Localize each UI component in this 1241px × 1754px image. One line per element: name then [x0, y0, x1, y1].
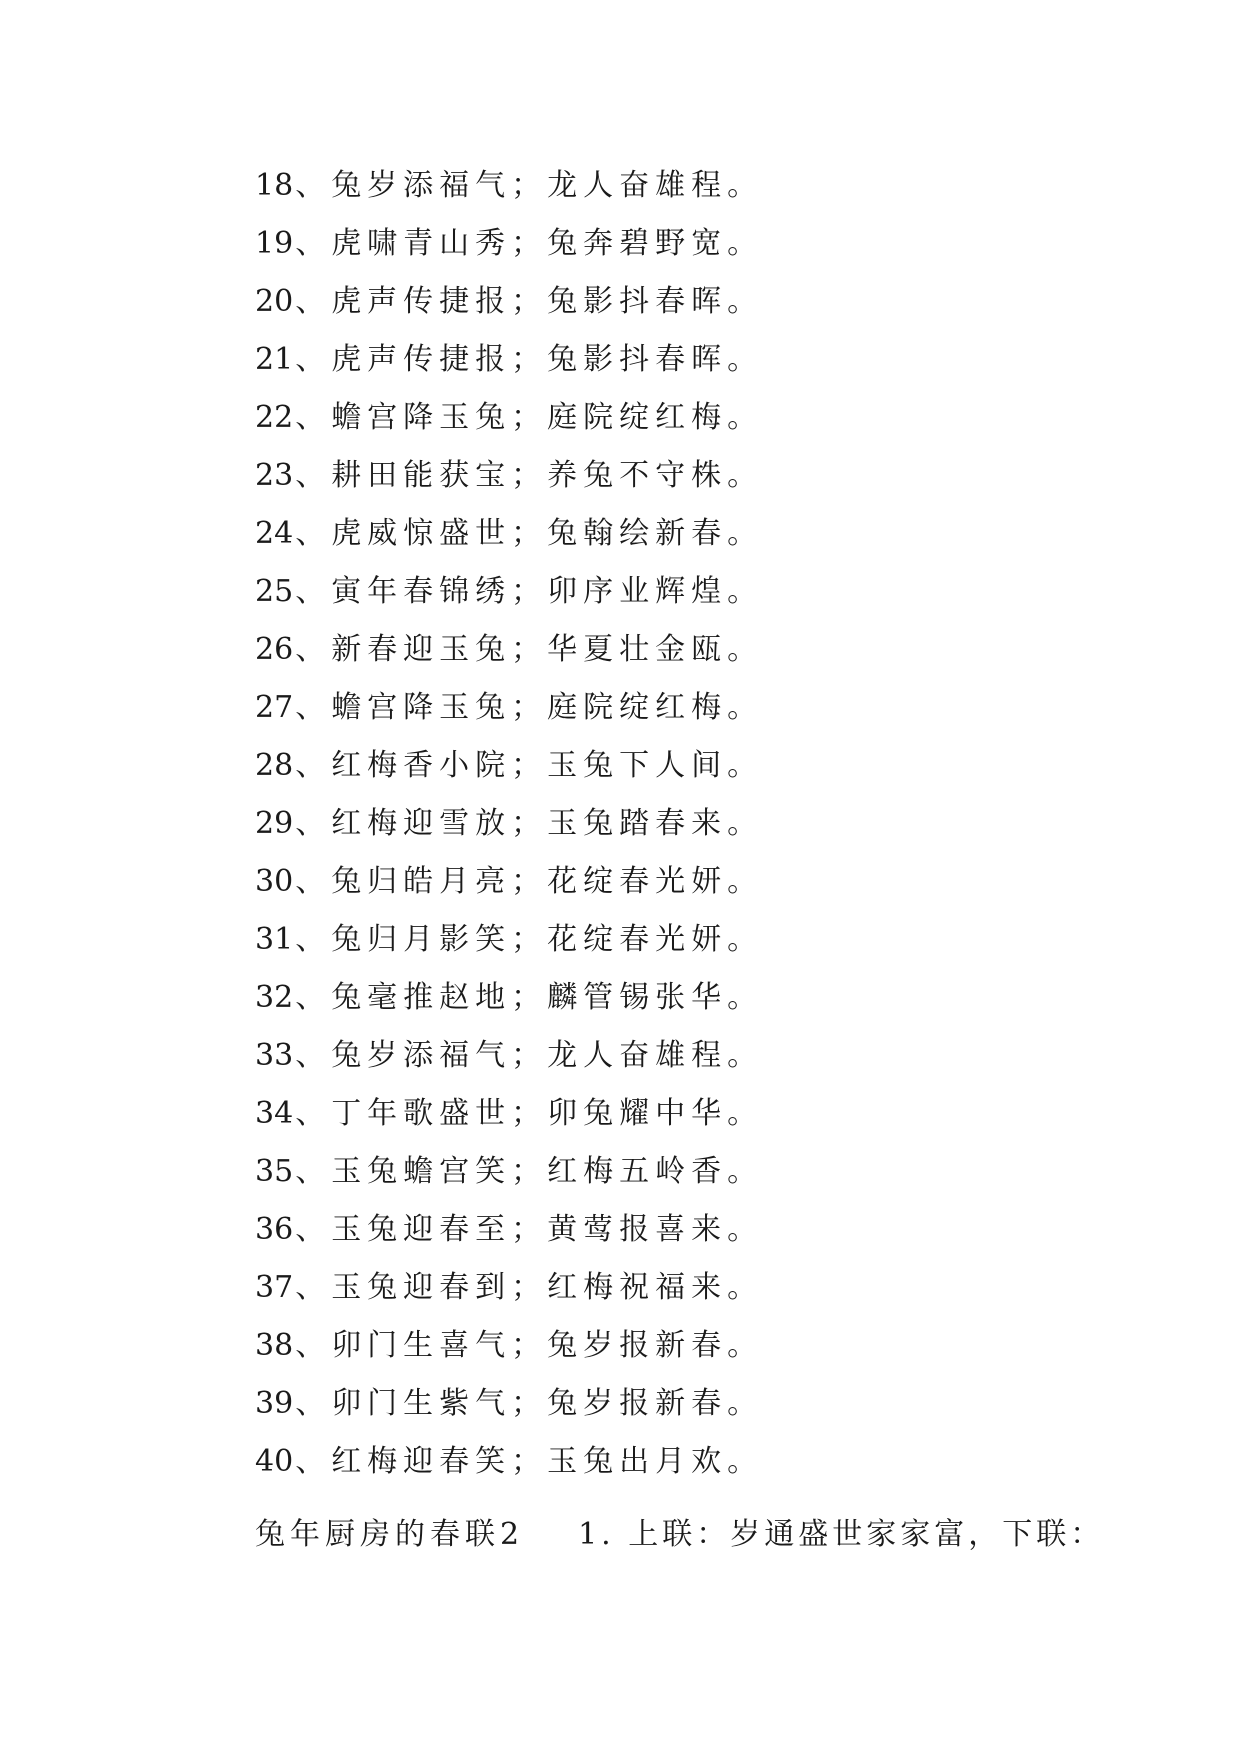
- couplet-separator: 、: [295, 1270, 332, 1305]
- couplet-line: [255, 1259, 1155, 1317]
- couplet-line: [255, 1143, 1155, 1201]
- couplet-text: 蟾宫降玉兔；庭院绽红梅。: [331, 690, 764, 725]
- couplet-text: 虎啸青山秀；兔奔碧野宽。: [331, 226, 764, 261]
- couplet-line: [255, 505, 1155, 563]
- couplet-line: [255, 679, 1155, 737]
- couplet-separator: 、: [295, 284, 332, 319]
- couplet-text: 虎声传捷报；兔影抖春晖。: [331, 342, 764, 377]
- couplet-separator: 、: [295, 922, 332, 957]
- couplet-text: 兔毫推赵地；麟管锡张华。: [331, 980, 764, 1015]
- couplet-text: 寅年春锦绣；卯序业辉煌。: [331, 574, 764, 609]
- couplet-line: [255, 969, 1155, 1027]
- couplet-text: 兔归月影笑；花绽春光妍。: [331, 922, 764, 957]
- couplet-line: [255, 1433, 1155, 1491]
- couplet-separator: 、: [295, 1444, 332, 1479]
- couplet-number: 39: [255, 1386, 294, 1421]
- couplet-line: [255, 157, 1155, 215]
- couplet-text: 红梅迎春笑；玉兔出月欢。: [331, 1444, 764, 1479]
- couplet-separator: 、: [295, 226, 332, 261]
- couplet-separator: 、: [295, 1328, 332, 1363]
- couplet-separator: 、: [295, 400, 332, 435]
- couplet-line: [255, 737, 1155, 795]
- couplet-number: 22: [255, 400, 294, 435]
- couplet-number: 31: [255, 922, 294, 957]
- couplet-number: 40: [255, 1444, 294, 1479]
- couplet-line: [255, 853, 1155, 911]
- couplet-separator: 、: [295, 516, 332, 551]
- couplet-number: 33: [255, 1038, 294, 1073]
- couplet-text: 丁年歌盛世；卯兔耀中华。: [331, 1096, 764, 1131]
- section-title: 兔年厨房的春联2: [255, 1517, 525, 1552]
- couplet-text: 红梅香小院；玉兔下人间。: [331, 748, 764, 783]
- couplet-separator: 、: [295, 632, 332, 667]
- couplet-number: 19: [255, 226, 294, 261]
- couplet-number: 27: [255, 690, 294, 725]
- couplet-text: 卯门生喜气；兔岁报新春。: [331, 1328, 764, 1363]
- couplet-number: 36: [255, 1212, 294, 1247]
- couplet-separator: 、: [295, 1038, 332, 1073]
- couplet-number: 28: [255, 748, 294, 783]
- couplet-text: 卯门生紫气；兔岁报新春。: [331, 1386, 764, 1421]
- couplet-separator: 、: [295, 574, 332, 609]
- couplet-separator: 、: [295, 458, 332, 493]
- couplet-separator: 、: [295, 1212, 332, 1247]
- couplet-text: 兔岁添福气；龙人奋雄程。: [331, 1038, 764, 1073]
- couplet-number: 38: [255, 1328, 294, 1363]
- couplet-separator: 、: [295, 980, 332, 1015]
- couplet-number: 30: [255, 864, 294, 899]
- couplet-separator: 、: [295, 748, 332, 783]
- couplet-number: 20: [255, 284, 294, 319]
- couplet-number: 32: [255, 980, 294, 1015]
- couplet-text: 耕田能获宝；养兔不守株。: [331, 458, 764, 493]
- couplet-line: [255, 911, 1155, 969]
- couplet-number: 23: [255, 458, 294, 493]
- couplet-text: 玉兔迎春至；黄莺报喜来。: [331, 1212, 764, 1247]
- section-line: [255, 1506, 1104, 1564]
- couplet-number: 25: [255, 574, 294, 609]
- couplet-text: 红梅迎雪放；玉兔踏春来。: [331, 806, 764, 841]
- couplet-line: [255, 1201, 1155, 1259]
- couplet-separator: 、: [295, 806, 332, 841]
- couplet-line: [255, 621, 1155, 679]
- couplet-line: [255, 389, 1155, 447]
- couplet-separator: 、: [295, 864, 332, 899]
- couplet-separator: 、: [295, 168, 332, 203]
- couplet-separator: 、: [295, 1096, 332, 1131]
- couplet-text: 兔岁添福气；龙人奋雄程。: [331, 168, 764, 203]
- couplet-text: 兔归皓月亮；花绽春光妍。: [331, 864, 764, 899]
- couplet-number: 37: [255, 1270, 294, 1305]
- couplet-number: 35: [255, 1154, 294, 1189]
- couplet-text: 新春迎玉兔；华夏壮金瓯。: [331, 632, 764, 667]
- couplet-line: [255, 447, 1155, 505]
- couplet-line: [255, 795, 1155, 853]
- couplet-text: 玉兔蟾宫笑；红梅五岭香。: [331, 1154, 764, 1189]
- couplet-line: [255, 331, 1155, 389]
- couplet-line: [255, 215, 1155, 273]
- couplet-text: 蟾宫降玉兔；庭院绽红梅。: [331, 400, 764, 435]
- couplet-line: [255, 1027, 1155, 1085]
- couplet-number: 24: [255, 516, 294, 551]
- first-couplet-start: 1. 上联：岁通盛世家家富，下联：: [578, 1517, 1105, 1552]
- couplet-number: 18: [255, 168, 294, 203]
- couplet-separator: 、: [295, 1154, 332, 1189]
- couplet-line: [255, 1317, 1155, 1375]
- couplet-number: 26: [255, 632, 294, 667]
- couplet-number: 29: [255, 806, 294, 841]
- couplet-separator: 、: [295, 690, 332, 725]
- couplet-text: 虎声传捷报；兔影抖春晖。: [331, 284, 764, 319]
- couplet-number: 34: [255, 1096, 294, 1131]
- couplet-list: [255, 157, 1155, 1491]
- couplet-text: 虎威惊盛世；兔翰绘新春。: [331, 516, 764, 551]
- couplet-line: [255, 563, 1155, 621]
- couplet-number: 21: [255, 342, 294, 377]
- couplet-line: [255, 1375, 1155, 1433]
- couplet-line: [255, 273, 1155, 331]
- couplet-separator: 、: [295, 1386, 332, 1421]
- couplet-line: [255, 1085, 1155, 1143]
- couplet-text: 玉兔迎春到；红梅祝福来。: [331, 1270, 764, 1305]
- couplet-separator: 、: [295, 342, 332, 377]
